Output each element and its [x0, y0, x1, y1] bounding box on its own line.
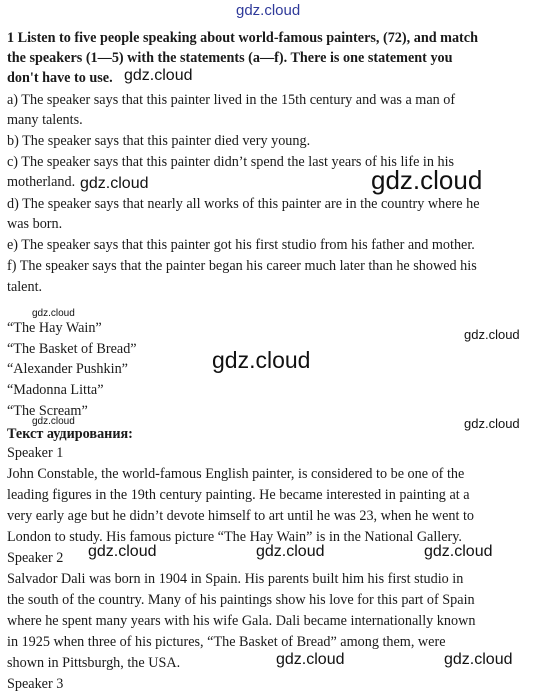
watermark: gdz.cloud — [32, 416, 75, 427]
statement-e: e) The speaker says that this painter got his first studio from his father and mother. — [7, 237, 475, 253]
watermark: gdz.cloud — [464, 327, 520, 342]
task-heading-line: 1 Listen to five people speaking about world-famous painters, (72), and match — [7, 30, 478, 46]
watermark: gdz.cloud — [276, 651, 345, 668]
statement-c-continued: motherland. — [7, 174, 76, 190]
watermark: gdz.cloud — [256, 543, 325, 560]
picture-title: “Madonna Litta” — [7, 382, 104, 398]
statement-f-continued: talent. — [7, 279, 43, 295]
transcript-line: John Constable, the world-famous English painter, is considered to be one of the — [7, 466, 465, 482]
transcript-line: leading figures in the 19th century painting. He became interested in painting at a — [7, 487, 470, 503]
statement-f: f) The speaker says that the painter began his career much later than he showed his — [7, 258, 477, 274]
watermark: gdz.cloud — [444, 651, 513, 668]
picture-title: “The Scream” — [7, 403, 88, 419]
watermark: gdz.cloud — [371, 165, 483, 195]
statement-b: b) The speaker says that this painter died very young. — [7, 133, 311, 149]
transcript-line: in 1925 when three of his pictures, “The Basket of Bread” among them, were — [7, 634, 446, 650]
task-heading-line: don't have to use. — [7, 70, 113, 86]
watermark: gdz.cloud — [464, 416, 520, 431]
statement-a-continued: many talents. — [7, 112, 83, 128]
speaker-label: Speaker 1 — [7, 445, 64, 461]
statement-c: c) The speaker says that this painter didn’t spend the last years of his life in his — [7, 154, 455, 170]
transcript-line: London to study. His famous picture “The Hay Wain” is in the National Gallery. — [7, 529, 462, 545]
watermark: gdz.cloud — [32, 308, 75, 319]
watermark: gdz.cloud — [80, 175, 149, 192]
transcript-line: Salvador Dali was born in 1904 in Spain. His parents built him his first studio in — [7, 571, 464, 587]
watermark: gdz.cloud — [424, 543, 493, 560]
picture-title: “The Hay Wain” — [7, 320, 102, 336]
statement-d-continued: was born. — [7, 216, 63, 232]
task-heading-line: the speakers (1—5) with the statements (a—f). There is one statement you — [7, 50, 453, 66]
picture-title: “Alexander Pushkin” — [7, 361, 128, 377]
watermark: gdz.cloud — [236, 2, 301, 19]
transcript-line: where he spent many years with his wife Gala. Dali became internationally known — [7, 613, 476, 629]
transcript-line: shown in Pittsburgh, the USA. — [7, 655, 181, 671]
watermark: gdz.cloud — [212, 347, 311, 373]
speaker-label: Speaker 2 — [7, 550, 64, 566]
transcript-title: Текст аудирования: — [7, 426, 133, 442]
picture-title: “The Basket of Bread” — [7, 341, 137, 357]
speaker-label: Speaker 3 — [7, 676, 64, 692]
transcript-line: the south of the country. Many of his paintings show his love for this part of Spain — [7, 592, 475, 608]
statement-d: d) The speaker says that nearly all works of this painter are in the country where he — [7, 196, 480, 212]
watermark: gdz.cloud — [88, 543, 157, 560]
statement-a: a) The speaker says that this painter lived in the 15th century and was a man of — [7, 92, 456, 108]
transcript-line: very early age but he didn’t devote himself to art until he was 23, when he went to — [7, 508, 475, 524]
watermark: gdz.cloud — [124, 67, 193, 84]
